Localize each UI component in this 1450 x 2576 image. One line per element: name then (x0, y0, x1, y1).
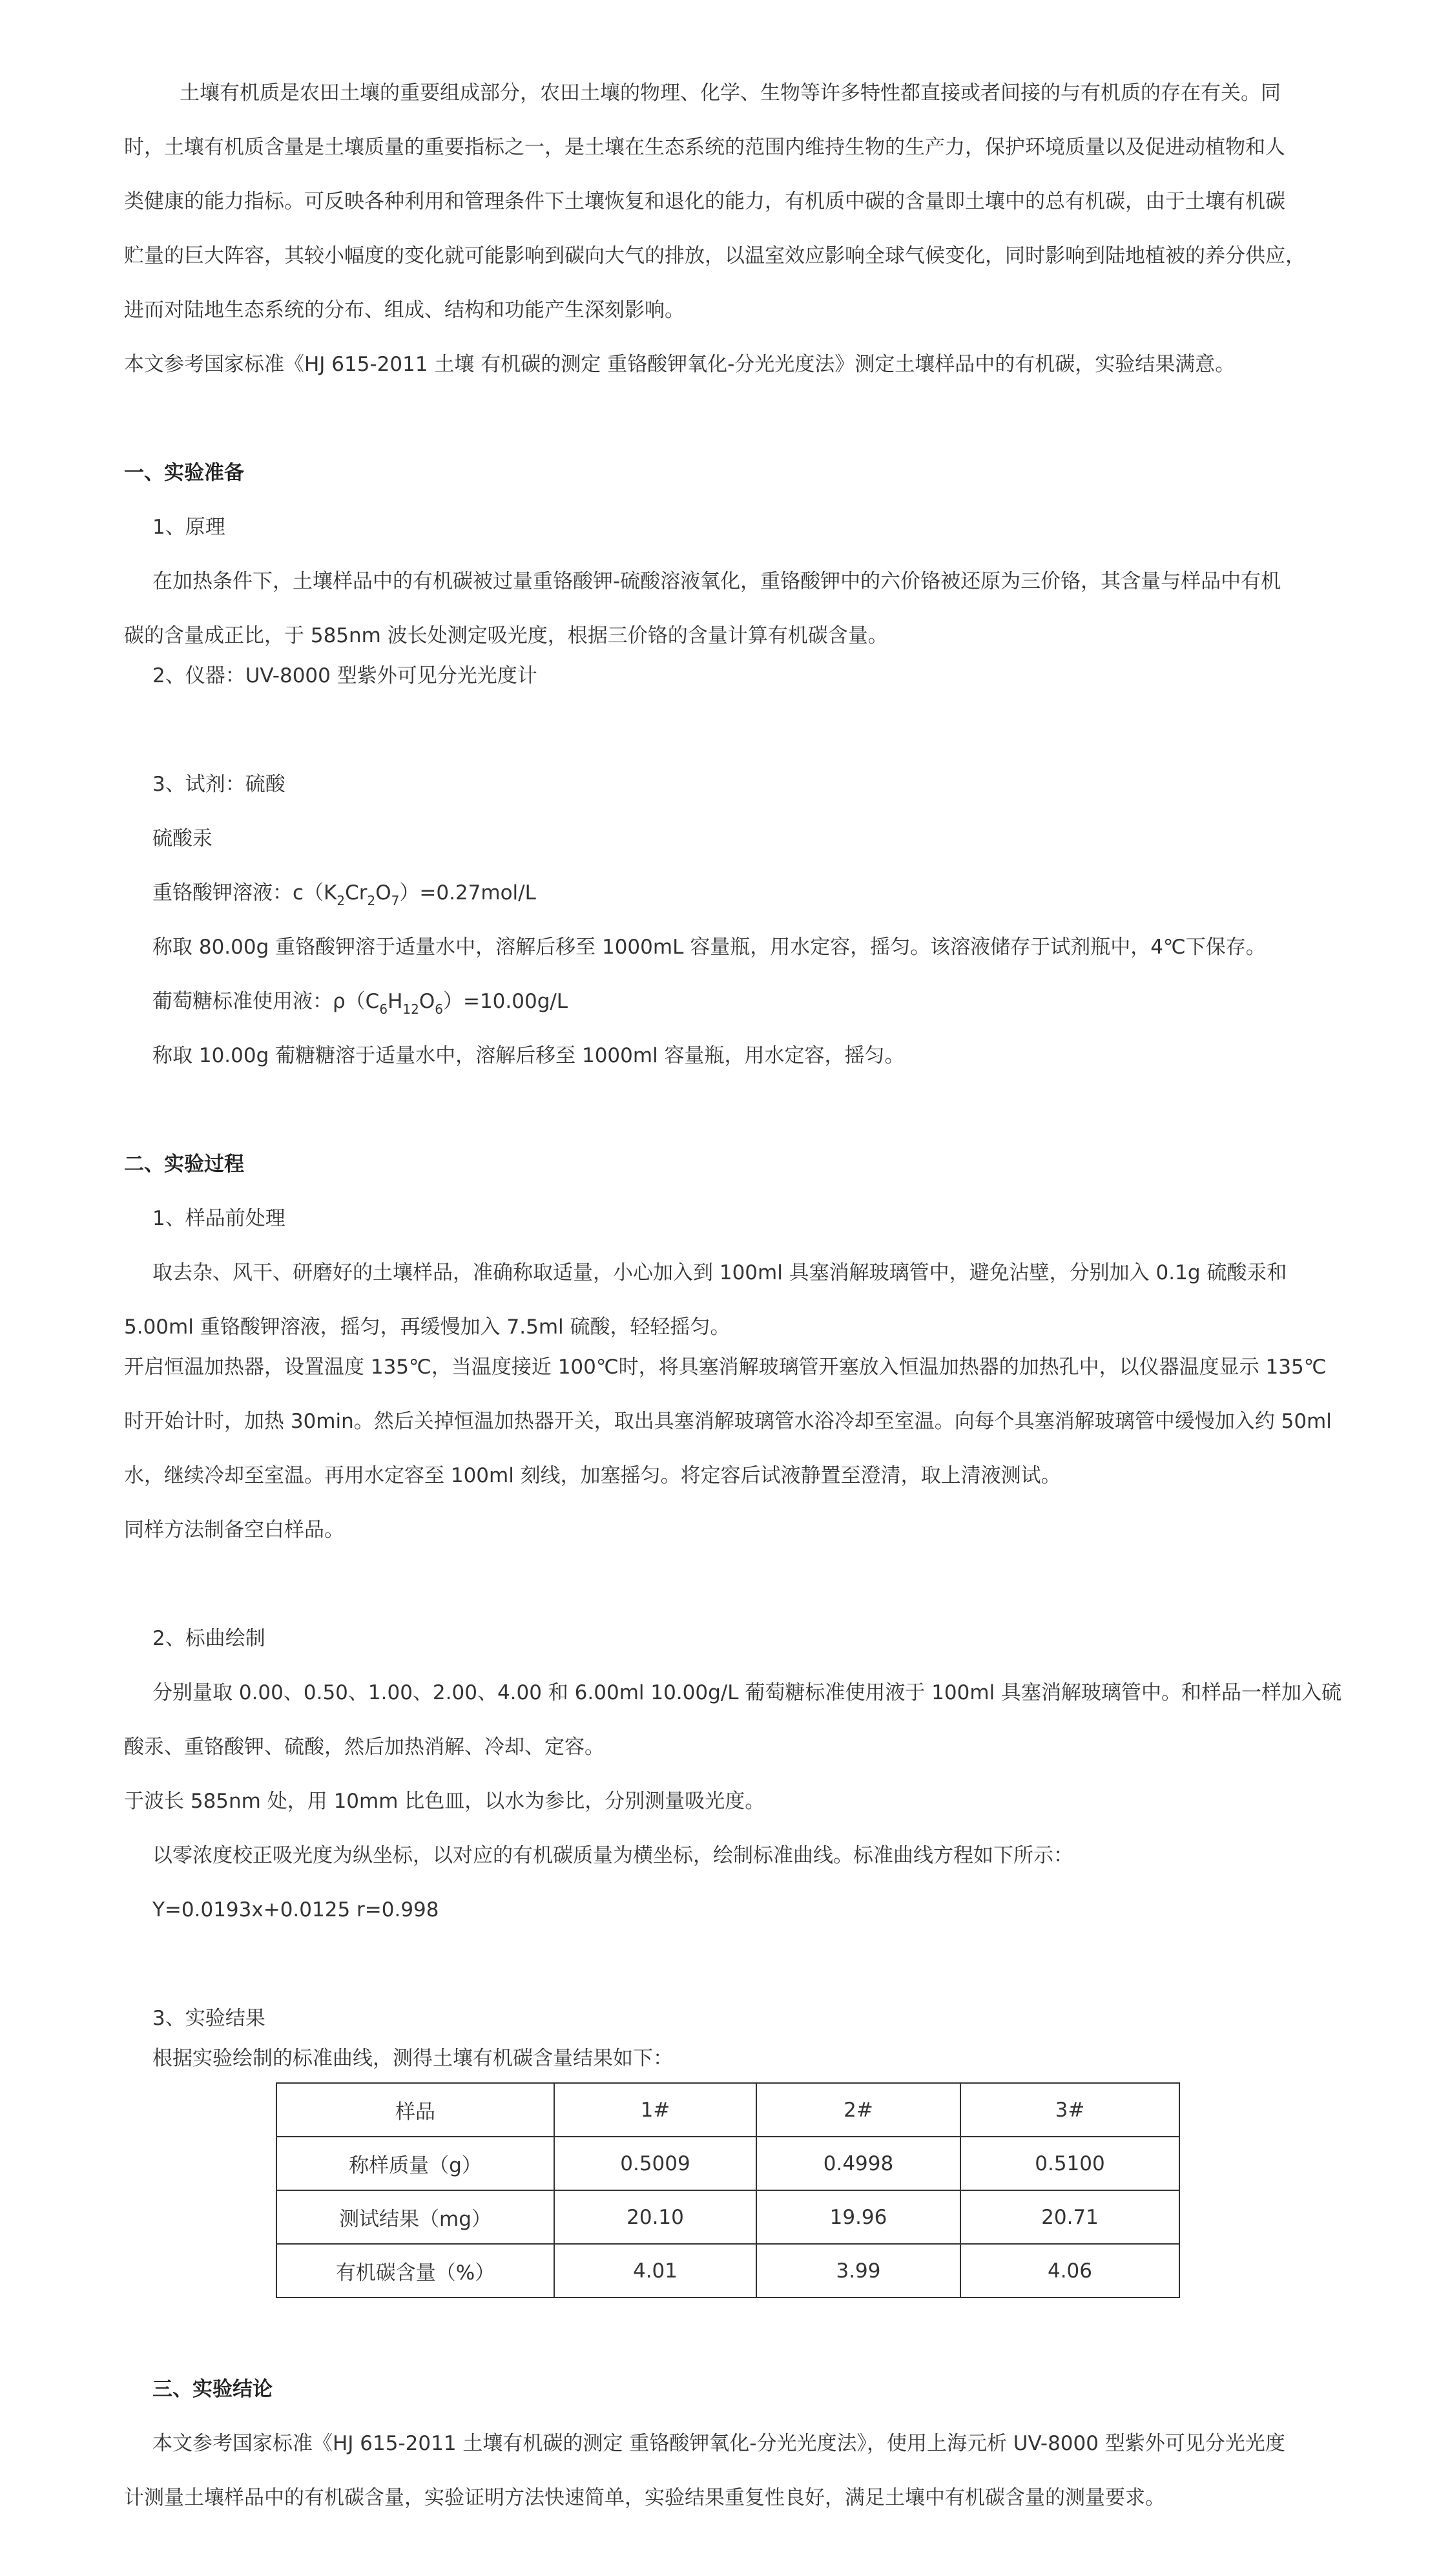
calibration-text: 以零浓度校正吸光度为纵坐标，以对应的有机碳质量为横坐标，绘制标准曲线。标准曲线方程如下所示： (152, 1844, 1073, 1867)
table-cell: 4.01 (554, 2244, 756, 2298)
results-intro: 根据实验绘制的标准曲线，测得土壤有机碳含量结果如下： (152, 2047, 673, 2070)
table-header-cell: 样品 (276, 2083, 554, 2137)
table-header-cell: 2# (756, 2083, 960, 2137)
reagent-mercury-sulfate: 硫酸汞 (152, 827, 212, 850)
table-row (276, 2137, 1179, 2190)
calibration-text: 酸汞、重铬酸钾、硫酸，然后加热消解、冷却、定容。 (124, 1735, 605, 1759)
table-cell: 0.5009 (554, 2137, 756, 2190)
heating-text: 时开始计时，加热 30min。然后关掉恒温加热器开关，取出具塞消解玻璃管水浴冷却至室温。向每个具塞消解玻璃管中缓慢加入约 50ml (124, 1410, 1332, 1433)
table-cell: 0.5100 (960, 2137, 1179, 2190)
table-cell: 有机碳含量（%） (276, 2244, 554, 2298)
conclusion-text: 计测量土壤样品中的有机碳含量，实验证明方法快速简单，实验结果重复性良好，满足土壤中有机碳含量的测量要求。 (124, 2486, 1165, 2509)
section-heading-preparation: 一、实验准备 (124, 461, 244, 485)
table-cell: 称样质量（g） (276, 2137, 554, 2190)
intro-line: 贮量的巨大阵容，其较小幅度的变化就可能影响到碳向大气的排放，以温室效应影响全球气候变化，同时影响到陆地植被的养分供应， (124, 244, 1305, 267)
calibration-text: 于波长 585nm 处，用 10mm 比色皿，以水为参比，分别测量吸光度。 (124, 1790, 765, 1813)
section-heading-conclusion: 三、实验结论 (152, 2378, 273, 2401)
table-row (276, 2190, 1179, 2244)
intro-line: 进而对陆地生态系统的分布、组成、结构和功能产生深刻影响。 (124, 298, 685, 322)
subsection-title-results: 3、实验结果 (152, 2007, 265, 2030)
table-cell: 4.06 (960, 2244, 1179, 2298)
pretreatment-text: 取去杂、风干、研磨好的土壤样品，准确称取适量，小心加入到 100ml 具塞消解玻璃管中，避免沾壁，分别加入 0.1g 硫酸汞和 (152, 1261, 1287, 1284)
results-table (276, 2082, 1180, 2298)
subsection-title-calibration: 2、标曲绘制 (152, 1627, 265, 1650)
table-header-row (276, 2083, 1179, 2137)
subsection-title-reagents: 3、试剂：硫酸 (152, 773, 285, 796)
calibration-equation: Y=0.0193x+0.0125 r=0.998 (152, 1898, 439, 1922)
conclusion-text: 本文参考国家标准《HJ 615-2011 土壤有机碳的测定 重铬酸钾氧化-分光光度法》，使用上海元析 UV-8000 型紫外可见分光光度 (152, 2432, 1285, 2455)
table-cell: 3.99 (756, 2244, 960, 2298)
table-cell: 19.96 (756, 2190, 960, 2244)
instrument-text: 2、仪器：UV-8000 型紫外可见分光光度计 (152, 664, 537, 687)
intro-line: 土壤有机质是农田土壤的重要组成部分，农田土壤的物理、化学、生物等许多特性都直接或者间接的与有机质的存在有关。同 (180, 81, 1281, 105)
table-header-cell: 1# (554, 2083, 756, 2137)
table-cell: 20.10 (554, 2190, 756, 2244)
reagent-glucose-formula: 葡萄糖标准使用液：$\rho(C_6H_{12}O_6)=10.00g/L$ (152, 990, 568, 1017)
table-row (276, 2244, 1179, 2298)
subsection-title-pretreatment: 1、样品前处理 (152, 1207, 285, 1230)
intro-line: 时，土壤有机质含量是土壤质量的重要指标之一，是土壤在生态系统的范围内维持生物的生产力，保护环境质量以及促进动植物和人 (124, 136, 1285, 159)
table-cell: 20.71 (960, 2190, 1179, 2244)
principle-text: 在加热条件下，土壤样品中的有机碳被过量重铬酸钾-硫酸溶液氧化，重铬酸钾中的六价铬被还原为三价铬，其含量与样品中有机 (152, 570, 1281, 593)
table-cell: 测试结果（mg） (276, 2190, 554, 2244)
table-header-cell: 3# (960, 2083, 1179, 2137)
heating-text: 水，继续冷却至室温。再用水定容至 100ml 刻线，加塞摇匀。将定容后试液静置至澄清，取上清液测试。 (124, 1464, 1061, 1487)
calibration-text: 分别量取 0.00、0.50、1.00、2.00、4.00 和 6.00ml 10.00g/L 葡萄糖标准使用液于 100ml 具塞消解玻璃管中。和样品一样加入硫 (152, 1681, 1342, 1704)
intro-line: 本文参考国家标准《HJ 615-2011 土壤 有机碳的测定 重铬酸钾氧化-分光光度法》测定土壤样品中的有机碳，实验结果满意。 (124, 353, 1236, 376)
subsection-title-principle: 1、原理 (152, 516, 225, 539)
pretreatment-text: 5.00ml 重铬酸钾溶液，摇匀，再缓慢加入 7.5ml 硫酸，轻轻摇匀。 (124, 1315, 730, 1339)
blank-sample-text: 同样方法制备空白样品。 (124, 1518, 344, 1542)
table-cell: 0.4998 (756, 2137, 960, 2190)
reagent-dichromate-prep: 称取 80.00g 重铬酸钾溶于适量水中，溶解后移至 1000mL 容量瓶，用水定容，摇匀。该溶液储存于试剂瓶中，4℃下保存。 (152, 936, 1266, 959)
reagent-dichromate-formula: 重铬酸钾溶液：$c(K_2Cr_2O_7)=0.27mol/L$ (152, 881, 536, 908)
intro-line: 类健康的能力指标。可反映各种利用和管理条件下土壤恢复和退化的能力，有机质中碳的含量即土壤中的总有机碳，由于土壤有机碳 (124, 190, 1285, 213)
reagent-glucose-prep: 称取 10.00g 葡糖糖溶于适量水中，溶解后移至 1000ml 容量瓶，用水定容，摇匀。 (152, 1044, 905, 1067)
section-heading-process: 二、实验过程 (124, 1153, 244, 1176)
heating-text: 开启恒温加热器，设置温度 135℃，当温度接近 100℃时，将具塞消解玻璃管开塞放入恒温加热器的加热孔中，以仪器温度显示 135℃ (124, 1356, 1327, 1379)
principle-text: 碳的含量成正比，于 585nm 波长处测定吸光度，根据三价铬的含量计算有机碳含量。 (124, 624, 888, 647)
